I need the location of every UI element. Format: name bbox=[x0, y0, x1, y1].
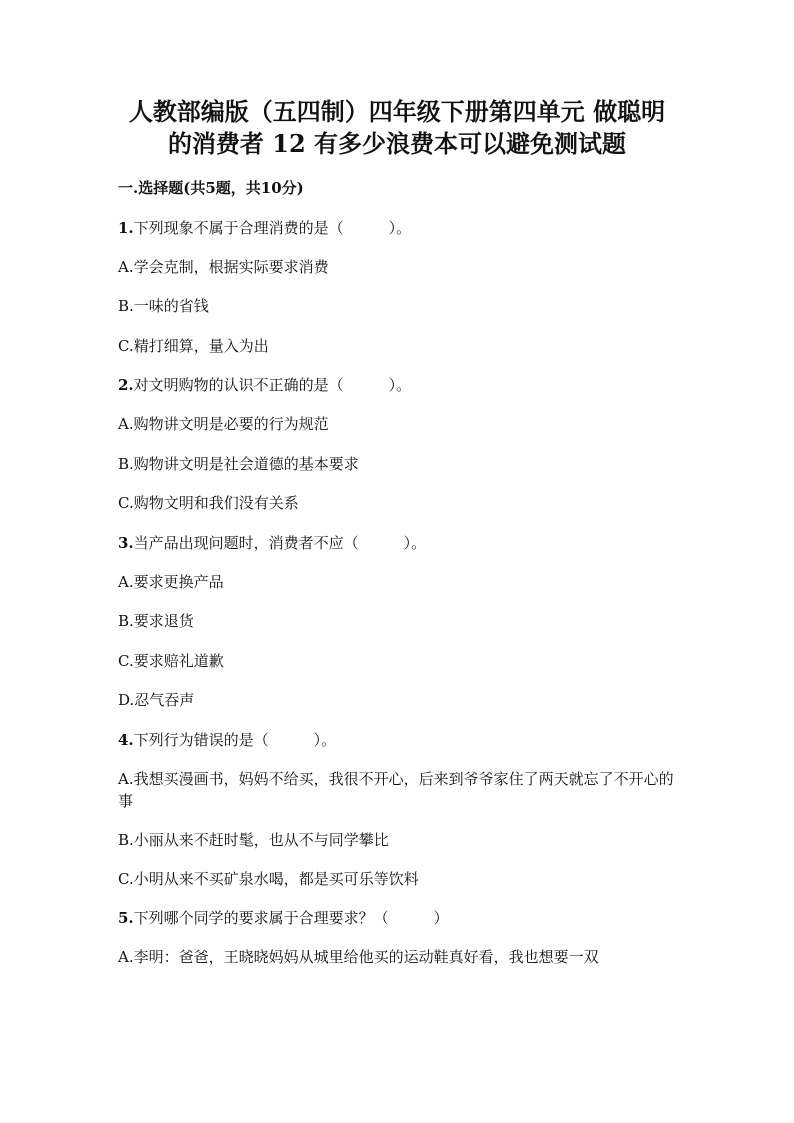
document-title-line-2: 的消费者 12 有多少浪费本可以避免测试题 bbox=[167, 129, 627, 158]
question-2-option-a: A.购物讲文明是必要的行为规范 bbox=[118, 415, 329, 433]
question-2-option-c: C.购物文明和我们没有关系 bbox=[118, 494, 299, 512]
question-3-option-a: A.要求更换产品 bbox=[118, 573, 224, 591]
question-1-option-c: C.精打细算，量入为出 bbox=[118, 337, 269, 355]
question-2 bbox=[118, 374, 698, 396]
question-4-option-b: B.小丽从来不赶时髦，也从不与同学攀比 bbox=[118, 831, 389, 849]
question-1-option-a: A.学会克制，根据实际要求消费 bbox=[118, 258, 329, 276]
question-3-option-d: D.忍气吞声 bbox=[118, 691, 195, 709]
question-4-option-a: A.我想买漫画书，妈妈不给买，我很不开心，后来到爷爷家住了两天就忘了不开心的事 bbox=[118, 770, 674, 810]
question-number: 1. bbox=[118, 219, 134, 237]
question-number: 3. bbox=[118, 534, 134, 552]
question-2-option-b: B.购物讲文明是社会道德的基本要求 bbox=[118, 455, 359, 473]
question-1 bbox=[118, 217, 698, 239]
question-3 bbox=[118, 532, 698, 554]
question-4 bbox=[118, 729, 698, 751]
question-3-option-b: B.要求退货 bbox=[118, 612, 194, 630]
question-number: 4. bbox=[118, 731, 134, 749]
question-number: 5. bbox=[118, 909, 134, 927]
question-number: 2. bbox=[118, 376, 134, 394]
question-stem: 当产品出现问题时，消费者不应（ ）。 bbox=[133, 534, 427, 552]
question-5 bbox=[118, 907, 698, 929]
question-stem: 对文明购物的认识不正确的是（ ）。 bbox=[133, 376, 412, 394]
question-5-option-a: A.李明：爸爸，王晓晓妈妈从城里给他买的运动鞋真好看，我也想要一双 bbox=[118, 948, 599, 966]
question-stem: 下列行为错误的是（ ）。 bbox=[133, 731, 337, 749]
section-heading: 一.选择题(共5题，共10分) bbox=[118, 179, 304, 197]
question-4-option-c: C.小明从来不买矿泉水喝，都是买可乐等饮料 bbox=[118, 870, 419, 888]
question-3-option-c: C.要求赔礼道歉 bbox=[118, 652, 224, 670]
question-stem: 下列现象不属于合理消费的是（ ）。 bbox=[133, 219, 412, 237]
question-1-option-b: B.一味的省钱 bbox=[118, 297, 209, 315]
document-title-line-1: 人教部编版（五四制）四年级下册第四单元 做聪明 bbox=[128, 97, 666, 126]
question-stem: 下列哪个同学的要求属于合理要求？（ ） bbox=[133, 909, 449, 927]
